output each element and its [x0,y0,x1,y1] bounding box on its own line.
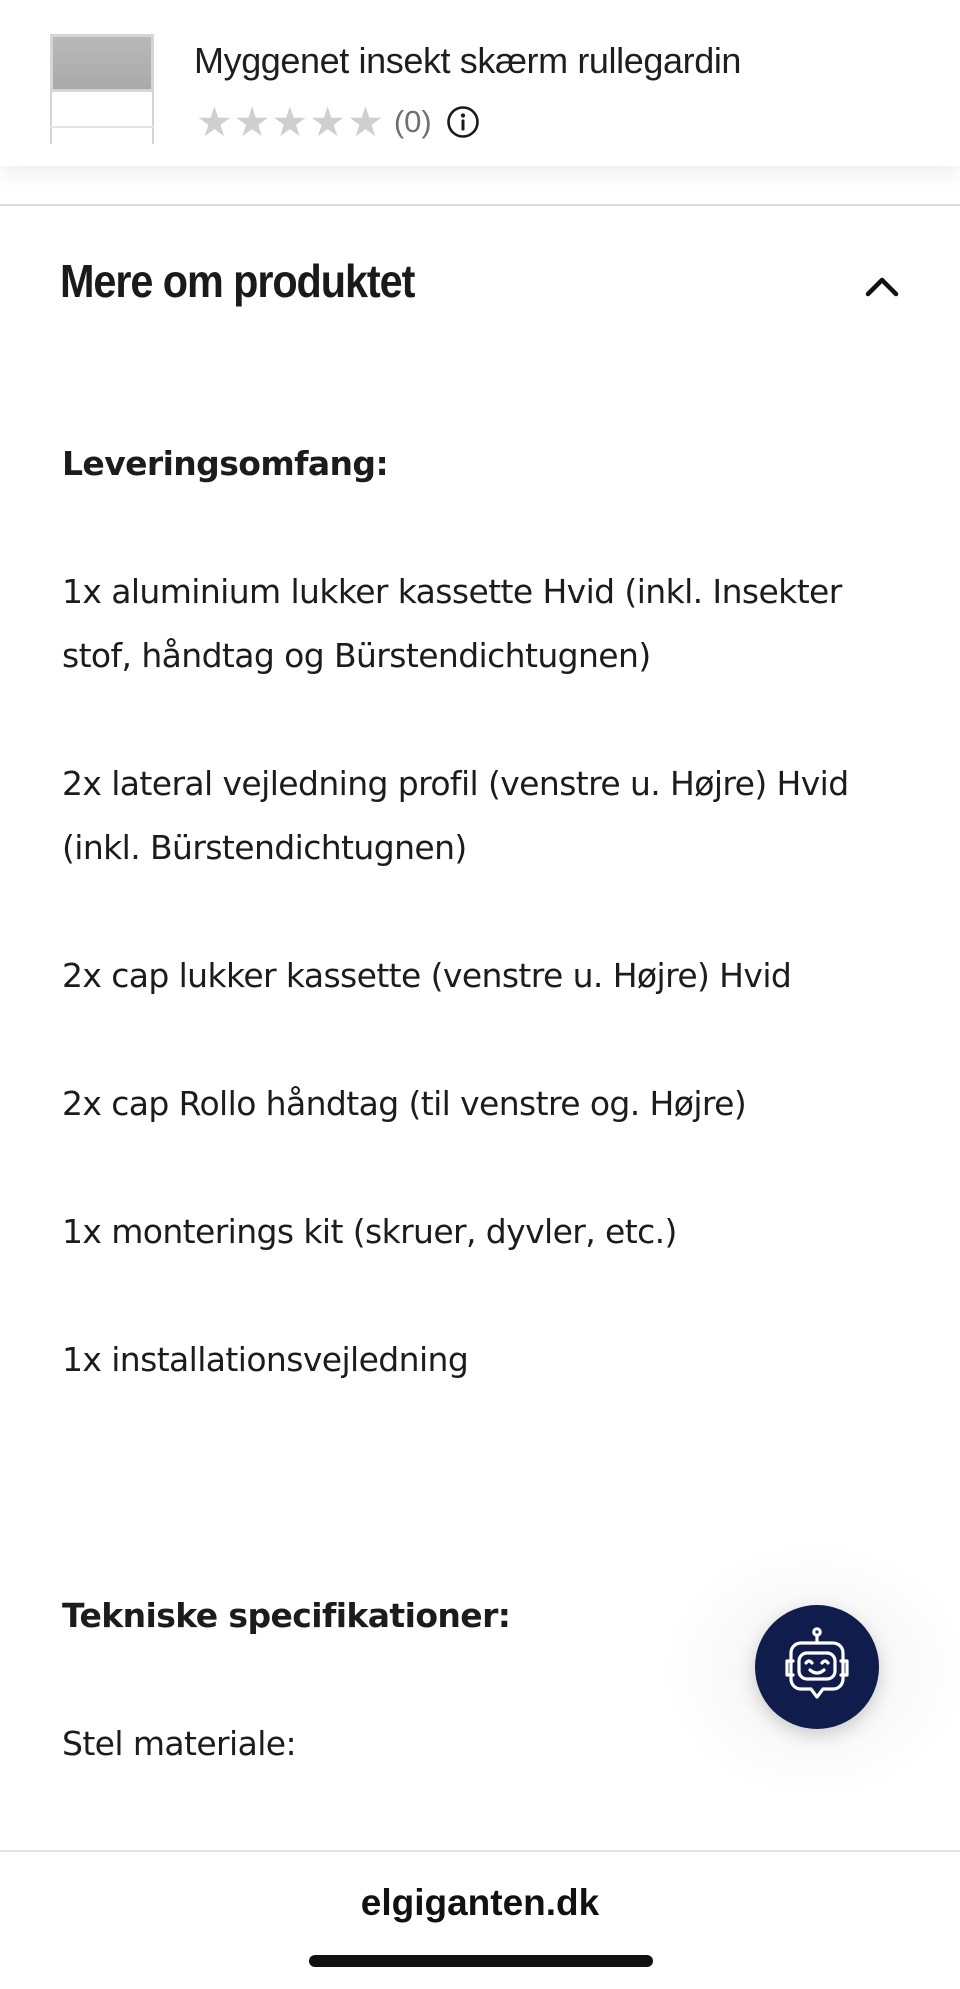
sticky-product-header [0,0,960,166]
list-item: 2x cap lukker kassette (venstre u. Højre) Hvid [62,956,792,995]
url-domain-label[interactable]: elgiganten.dk [360,1882,600,1923]
section-divider [0,204,960,206]
chat-assistant-button[interactable] [755,1605,879,1729]
product-title: Myggenet insekt skærm rullegardin [194,40,742,81]
list-item: 1x aluminium lukker kassette Hvid (inkl. Insekter stof, håndtag og Bürstendichtugnen) [62,572,842,675]
home-indicator[interactable] [309,1955,653,1967]
star-icon: ★ [309,98,347,146]
star-icon: ★ [233,98,271,146]
star-icon: ★ [271,98,309,146]
delivery-scope-label: Leveringsomfang: [62,444,389,483]
list-item: 1x monterings kit (skruer, dyvler, etc.) [62,1212,677,1251]
tech-specs-label: Tekniske specifikationer: [62,1596,511,1635]
thumbnail-screen-mesh [50,34,154,92]
product-thumbnail[interactable] [48,34,156,144]
thumbnail-rail [50,126,154,128]
thumbnail-frame-right [152,92,154,144]
chevron-up-icon[interactable] [862,270,902,300]
section-title-more-about-product[interactable]: Mere om produktet [60,255,415,307]
list-item: 1x installationsvejledning [62,1340,469,1379]
star-icon: ★ [196,98,233,146]
info-icon[interactable] [446,105,480,139]
browser-address-bar[interactable] [0,1850,960,1989]
list-item: 2x lateral vejledning profil (venstre u. Højre) Hvid (inkl. Bürstendichtugnen) [62,764,849,867]
rating-row[interactable] [196,100,480,144]
thumbnail-frame-left [50,92,52,144]
star-icon: ★ [347,98,384,146]
robot-icon [771,1621,863,1713]
rating-count: (0) [393,104,432,139]
list-item: 2x cap Rollo håndtag (til venstre og. Højre) [62,1084,747,1123]
frame-material-label: Stel materiale: [62,1724,297,1763]
